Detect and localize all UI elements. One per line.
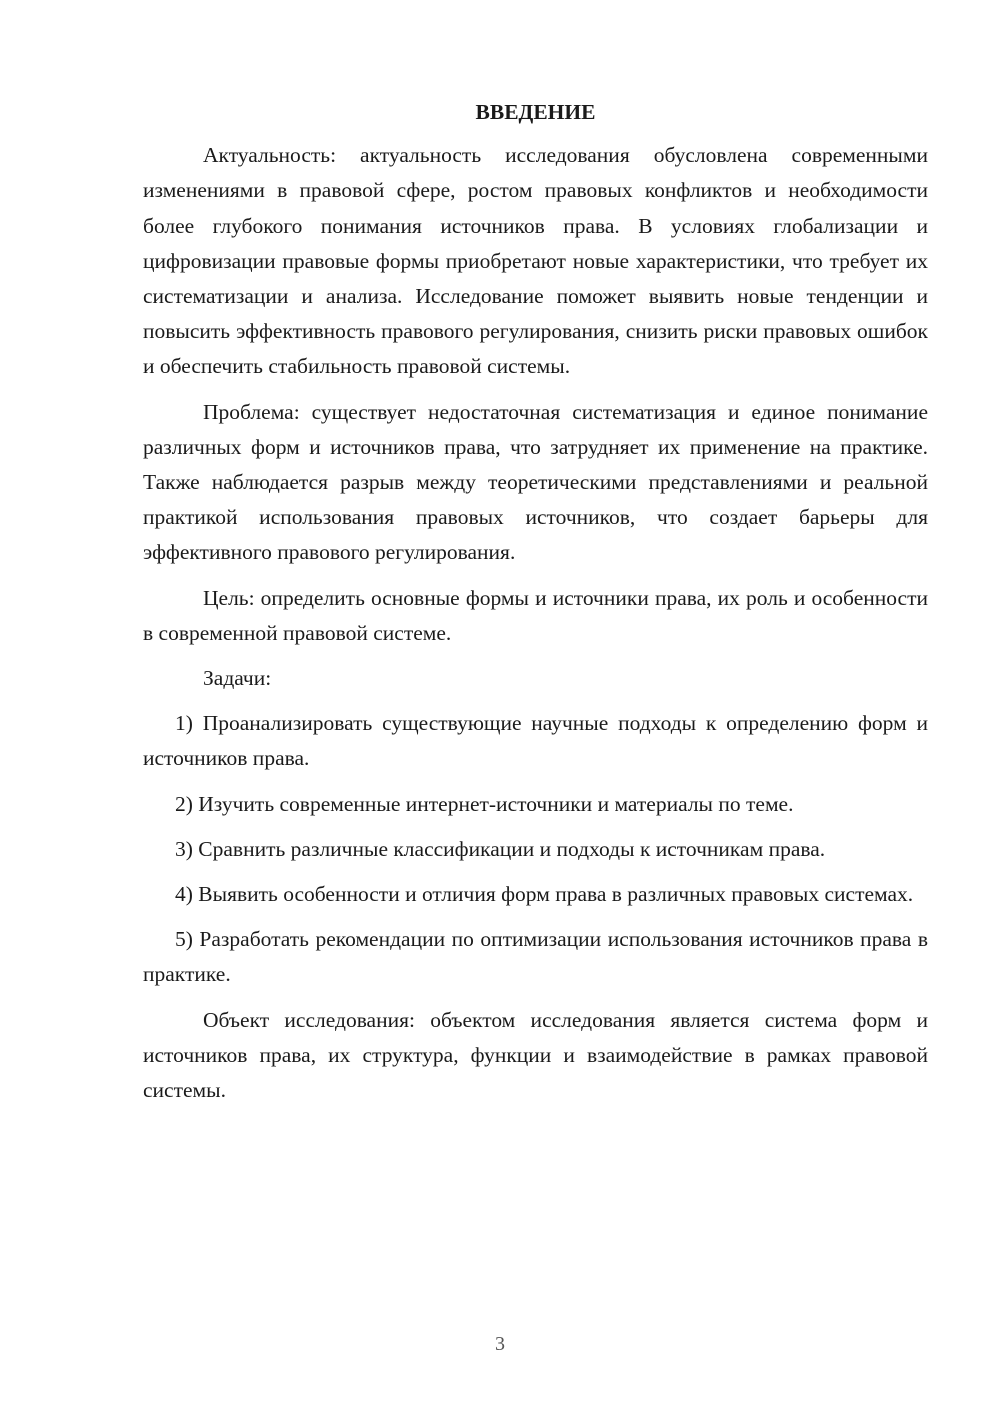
task-item: 4) Выявить особенности и отличия форм права в различных правовых системах. xyxy=(175,882,914,907)
relevance-paragraph: Актуальность: актуальность исследования обусловлена современными изменениями в правовой сфере, ростом правовых конфликтов и необходимости более глубокого понимания источников права. В условиях глобализации и цифровизации правовые формы приобретают новые характеристики, что требует их систематизации и анализа. Исследование поможет выявить новые тенденции и повысить эффективность правового регулирования, снизить риски правовых ошибок и обеспечить стабильность правовой системы. xyxy=(143,143,928,379)
task-item: 2) Изучить современные интернет-источники и материалы по теме. xyxy=(175,791,794,816)
problem-paragraph: Проблема: существует недостаточная систематизация и единое понимание различных форм и источников права, что затрудняет их применение на практике. Также наблюдается разрыв между теоретическими представлениями и реальной практикой использования правовых источников, что создает барьеры для эффективного правового регулирования. xyxy=(143,399,928,565)
task-item: 1) Проанализировать существующие научные подходы к определению форм и источников права. xyxy=(143,711,928,771)
page-number: 3 xyxy=(495,1333,505,1355)
tasks-heading: Задачи: xyxy=(203,666,272,691)
goal-paragraph: Цель: определить основные формы и источники права, их роль и особенности в современной правовой системе. xyxy=(143,585,928,645)
task-item: 5) Разработать рекомендации по оптимизации использования источников права в практике. xyxy=(143,927,928,987)
tasks-list xyxy=(143,706,928,992)
page-title: ВВЕДЕНИЕ xyxy=(475,100,596,124)
object-paragraph: Объект исследования: объектом исследования является система форм и источников права, их структура, функции и взаимодействие в рамках правовой системы. xyxy=(143,1007,928,1103)
document-page xyxy=(143,95,928,1118)
task-item: 3) Сравнить различные классификации и подходы к источникам права. xyxy=(175,836,826,861)
